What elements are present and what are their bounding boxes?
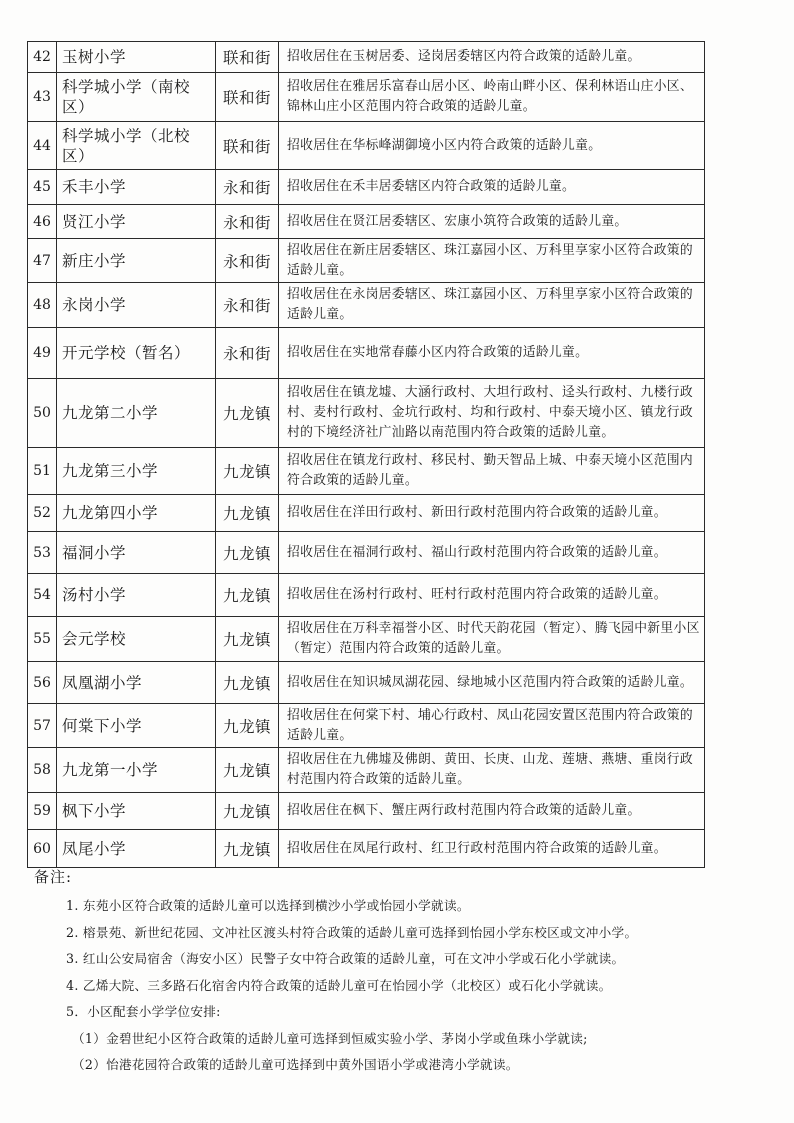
enrollment-scope: 招收居住在玉树居委、迳岗居委辖区内符合政策的适龄儿童。	[279, 42, 705, 73]
row-number: 49	[28, 328, 57, 379]
table-row	[28, 617, 705, 662]
school-name: 九龙第四小学	[57, 495, 216, 532]
street-name: 联和街	[216, 42, 279, 73]
table-row	[28, 830, 705, 868]
school-name: 何棠下小学	[57, 704, 216, 748]
street-name: 九龙镇	[216, 617, 279, 662]
school-name: 九龙第二小学	[57, 379, 216, 448]
row-number: 43	[28, 73, 57, 122]
row-number: 48	[28, 283, 57, 328]
enrollment-scope: 招收居住在永岗居委辖区、珠江嘉园小区、万科里享家小区符合政策的适龄儿童。	[279, 283, 705, 328]
school-name: 新庄小学	[57, 239, 216, 283]
table-row	[28, 574, 705, 617]
school-name: 开元学校（暂名）	[57, 328, 216, 379]
table-row	[28, 239, 705, 283]
enrollment-scope: 招收居住在洋田行政村、新田行政村范围内符合政策的适龄儿童。	[279, 495, 705, 532]
table-row	[28, 379, 705, 448]
table-row	[28, 532, 705, 574]
table-row	[28, 283, 705, 328]
school-name: 禾丰小学	[57, 170, 216, 205]
enrollment-scope: 招收居住在镇龙墟、大涵行政村、大坦行政村、迳头行政村、九楼行政村、麦村行政村、金坑行政村、均和行政村、中泰天境小区、镇龙行政村的下境经济社广汕路以南范围内符合政策的适龄儿童。	[279, 379, 705, 448]
row-number: 47	[28, 239, 57, 283]
enrollment-scope: 招收居住在九佛墟及佛朗、黄田、长庚、山龙、莲塘、燕塘、重岗行政村范围内符合政策的适龄儿童。	[279, 748, 705, 793]
enrollment-scope: 招收居住在禾丰居委辖区内符合政策的适龄儿童。	[279, 170, 705, 205]
enrollment-scope: 招收居住在华标峰湖御境小区内符合政策的适龄儿童。	[279, 122, 705, 170]
table-row	[28, 448, 705, 495]
row-number: 52	[28, 495, 57, 532]
table-body	[28, 42, 705, 868]
table-row	[28, 704, 705, 748]
enrollment-scope: 招收居住在万科幸福誉小区、时代天韵花园（暂定）、腾飞园中新里小区（暂定）范围内符合政策的适龄儿童。	[279, 617, 705, 662]
row-number: 53	[28, 532, 57, 574]
school-name: 会元学校	[57, 617, 216, 662]
row-number: 42	[28, 42, 57, 73]
street-name: 九龙镇	[216, 830, 279, 868]
street-name: 联和街	[216, 122, 279, 170]
row-number: 46	[28, 205, 57, 239]
school-enrollment-table	[27, 41, 705, 868]
note-line: （1）金碧世纪小区符合政策的适龄儿童可选择到恒威实验小学、茅岗小学或鱼珠小学就读;	[72, 1030, 588, 1046]
school-name: 汤村小学	[57, 574, 216, 617]
row-number: 51	[28, 448, 57, 495]
row-number: 58	[28, 748, 57, 793]
row-number: 44	[28, 122, 57, 170]
school-name: 科学城小学（南校区）	[57, 73, 216, 122]
school-name: 永岗小学	[57, 283, 216, 328]
street-name: 九龙镇	[216, 532, 279, 574]
street-name: 九龙镇	[216, 662, 279, 704]
table-row	[28, 328, 705, 379]
street-name: 永和街	[216, 283, 279, 328]
enrollment-scope: 招收居住在镇龙行政村、移民村、勤天智品上城、中泰天境小区范围内符合政策的适龄儿童。	[279, 448, 705, 495]
enrollment-scope: 招收居住在实地常春藤小区内符合政策的适龄儿童。	[279, 328, 705, 379]
street-name: 永和街	[216, 328, 279, 379]
street-name: 九龙镇	[216, 704, 279, 748]
street-name: 九龙镇	[216, 448, 279, 495]
table-row	[28, 662, 705, 704]
row-number: 60	[28, 830, 57, 868]
row-number: 54	[28, 574, 57, 617]
note-line: 1. 东苑小区符合政策的适龄儿童可以选择到横沙小学或怡园小学就读。	[66, 898, 470, 913]
enrollment-scope: 招收居住在新庄居委辖区、珠江嘉园小区、万科里享家小区符合政策的适龄儿童。	[279, 239, 705, 283]
row-number: 50	[28, 379, 57, 448]
school-name: 枫下小学	[57, 793, 216, 830]
table-row	[28, 748, 705, 793]
table-row	[28, 793, 705, 830]
enrollment-scope: 招收居住在贤江居委辖区、宏康小筑符合政策的适龄儿童。	[279, 205, 705, 239]
row-number: 57	[28, 704, 57, 748]
row-number: 45	[28, 170, 57, 205]
notes-title: 备注:	[34, 868, 73, 886]
note-line: 5．小区配套小学学位安排:	[66, 1004, 221, 1019]
street-name: 永和街	[216, 205, 279, 239]
street-name: 九龙镇	[216, 495, 279, 532]
street-name: 九龙镇	[216, 793, 279, 830]
enrollment-scope: 招收居住在福洞行政村、福山行政村范围内符合政策的适龄儿童。	[279, 532, 705, 574]
note-line: 4. 乙烯大院、三多路石化宿舍内符合政策的适龄儿童可在怡园小学（北校区）或石化小学就读。	[66, 977, 612, 993]
table-row	[28, 73, 705, 122]
table-row	[28, 495, 705, 532]
enrollment-scope: 招收居住在知识城凤湖花园、绿地城小区范围内符合政策的适龄儿童。	[279, 662, 705, 704]
table-row	[28, 205, 705, 239]
street-name: 联和街	[216, 73, 279, 122]
street-name: 永和街	[216, 170, 279, 205]
enrollment-scope: 招收居住在汤村行政村、旺村行政村范围内符合政策的适龄儿童。	[279, 574, 705, 617]
table-row	[28, 122, 705, 170]
note-line: 3. 红山公安局宿舍（海安小区）民警子女中符合政策的适龄儿童，可在文冲小学或石化小学就读。	[66, 951, 625, 966]
enrollment-scope: 招收居住在凤尾行政村、红卫行政村范围内符合政策的适龄儿童。	[279, 830, 705, 868]
table-row	[28, 42, 705, 73]
school-name: 九龙第三小学	[57, 448, 216, 495]
school-name: 福洞小学	[57, 532, 216, 574]
school-name: 贤江小学	[57, 205, 216, 239]
street-name: 九龙镇	[216, 574, 279, 617]
row-number: 55	[28, 617, 57, 662]
school-name: 凤尾小学	[57, 830, 216, 868]
note-line: （2）怡港花园符合政策的适龄儿童可选择到中黄外国语小学或港湾小学就读。	[72, 1057, 519, 1072]
street-name: 九龙镇	[216, 379, 279, 448]
school-name: 科学城小学（北校区）	[57, 122, 216, 170]
table-row	[28, 170, 705, 205]
row-number: 59	[28, 793, 57, 830]
enrollment-scope: 招收居住在雅居乐富春山居小区、岭南山畔小区、保利林语山庄小区、锦林山庄小区范围内符合政策的适龄儿童。	[279, 73, 705, 122]
notes-section	[34, 866, 734, 1079]
street-name: 永和街	[216, 239, 279, 283]
street-name: 九龙镇	[216, 748, 279, 793]
row-number: 56	[28, 662, 57, 704]
school-name: 玉树小学	[57, 42, 216, 73]
enrollment-scope: 招收居住在何棠下村、埔心行政村、凤山花园安置区范围内符合政策的适龄儿童。	[279, 704, 705, 748]
school-name: 九龙第一小学	[57, 748, 216, 793]
enrollment-scope: 招收居住在枫下、蟹庄两行政村范围内符合政策的适龄儿童。	[279, 793, 705, 830]
school-name: 凤凰湖小学	[57, 662, 216, 704]
note-line: 2. 榕景苑、新世纪花园、文冲社区渡头村符合政策的适龄儿童可选择到怡园小学东校区或文冲小学。	[66, 924, 638, 940]
